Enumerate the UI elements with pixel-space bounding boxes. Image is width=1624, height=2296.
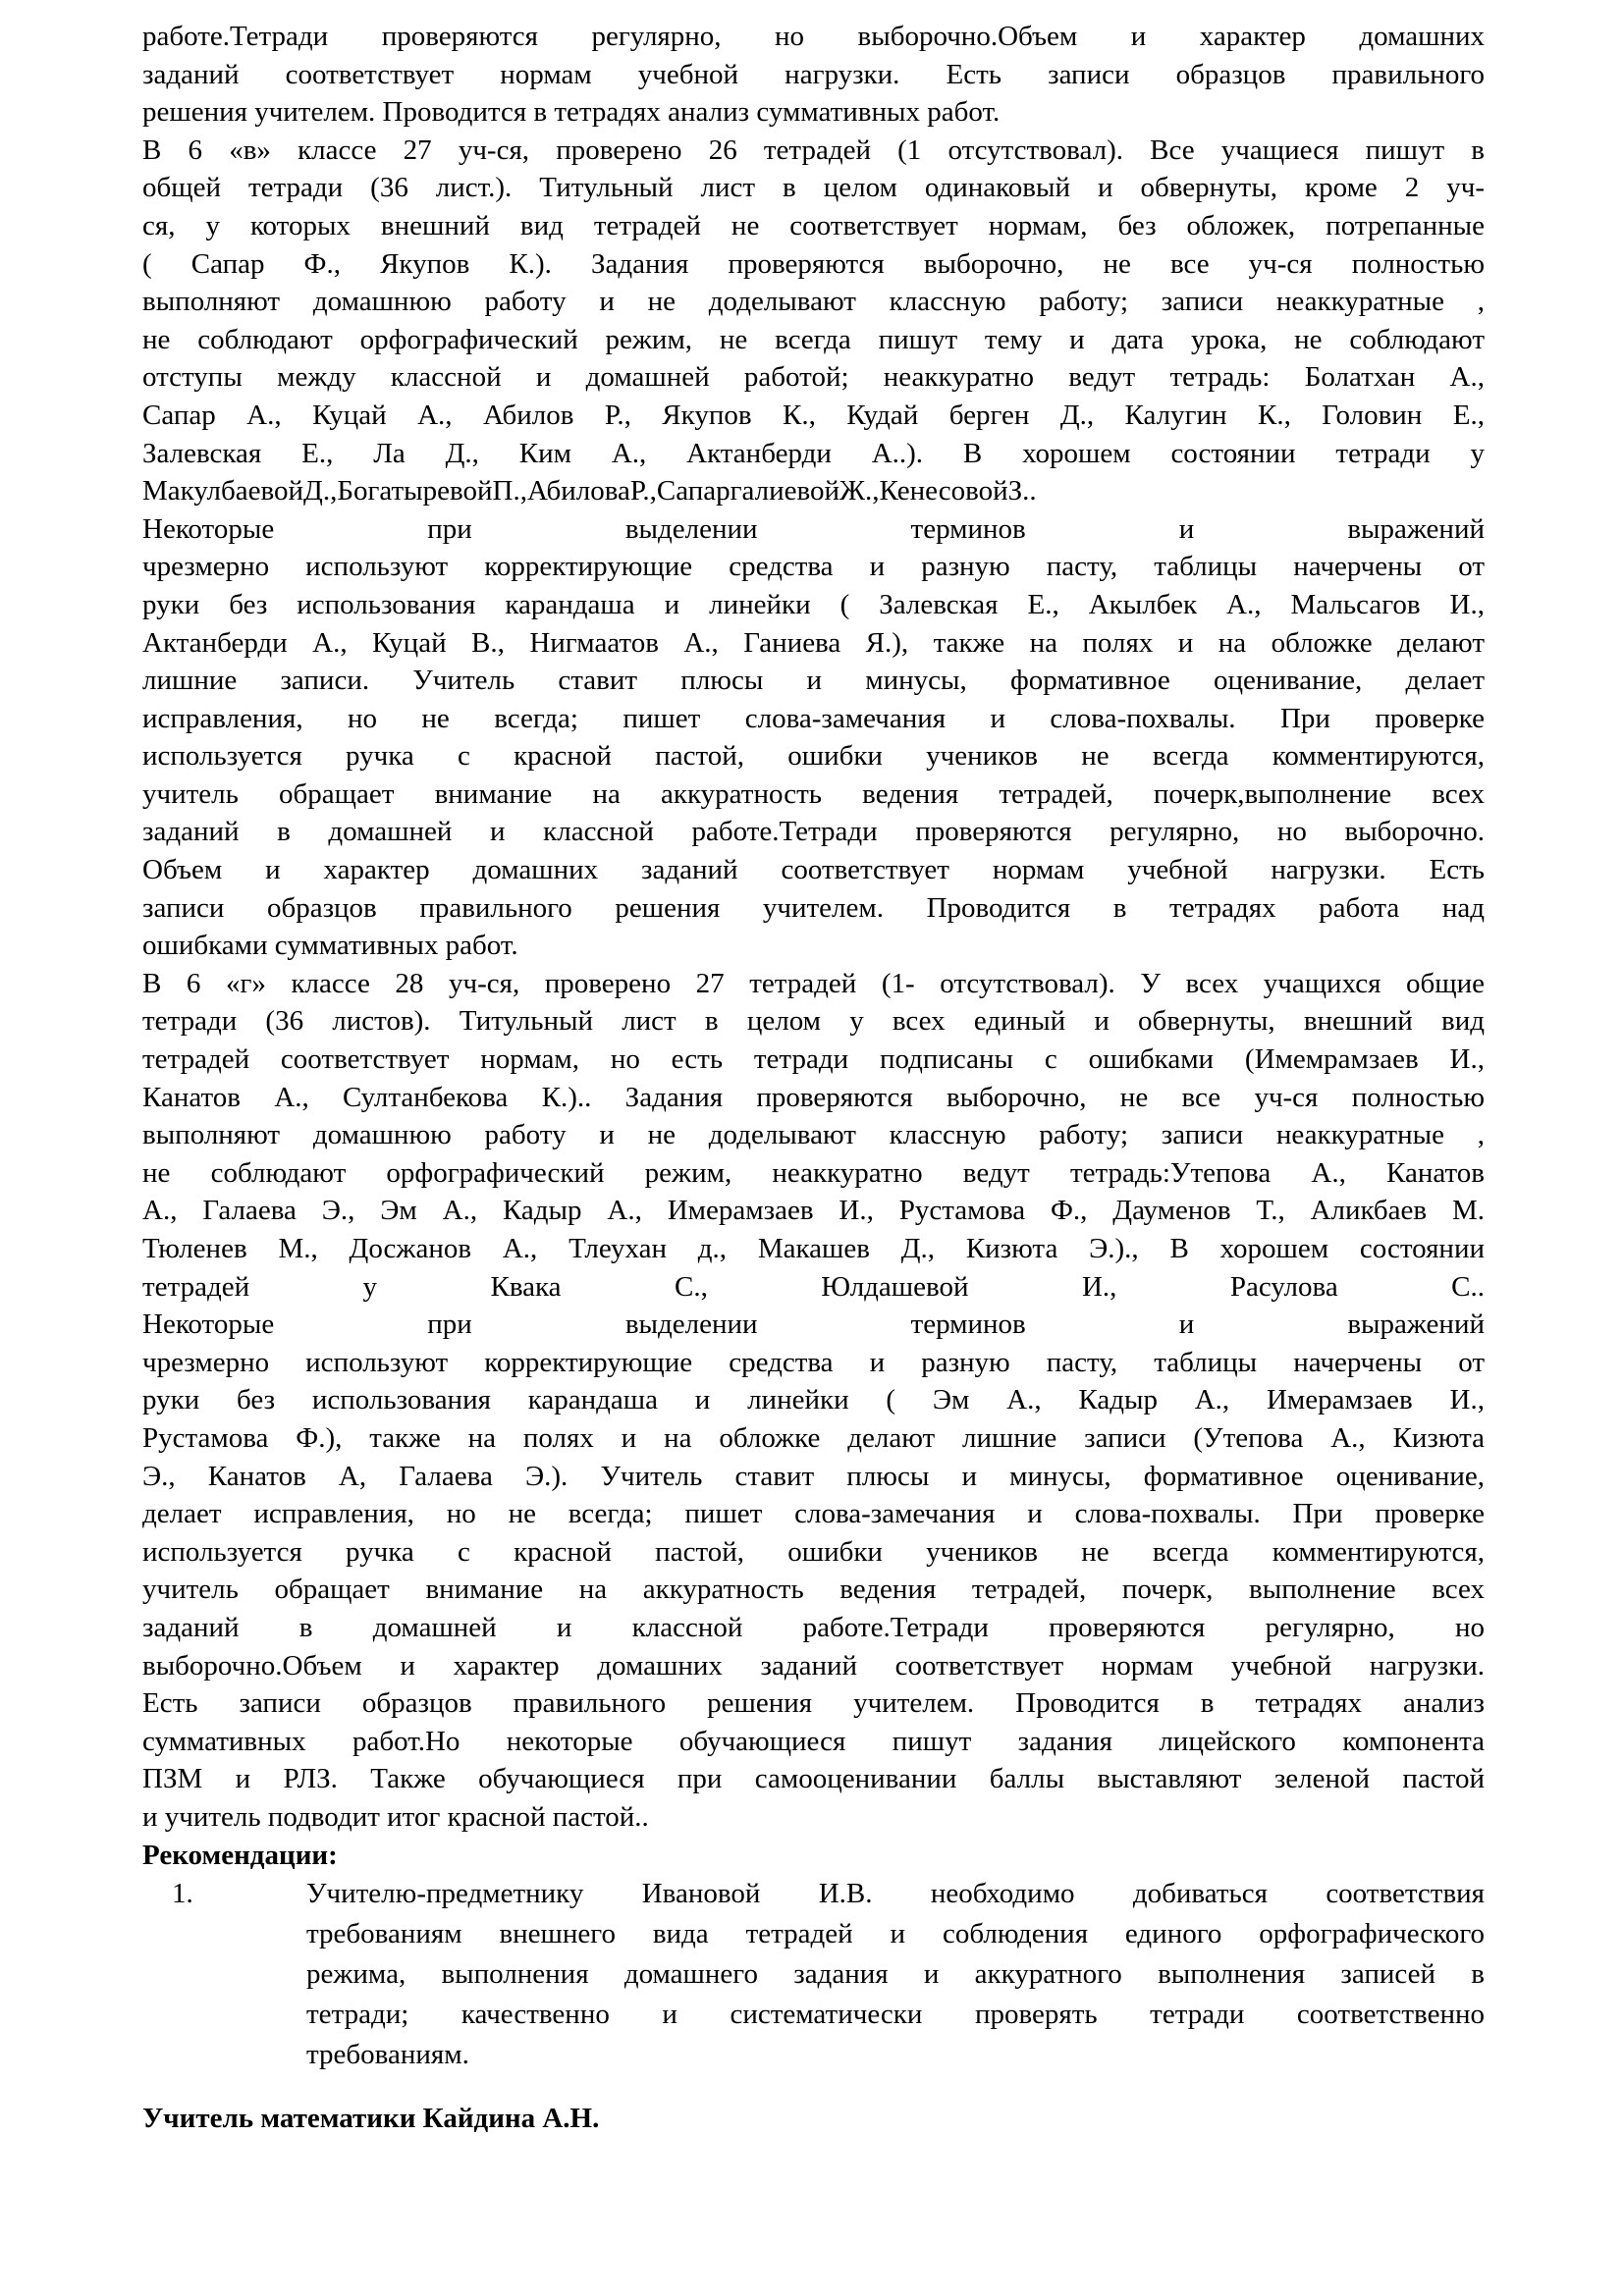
text-line: используется ручка с красной пастой, ошибки учеников не всегда комментируются, — [142, 740, 1485, 773]
text-line: записи образцов правильного решения учителем. Проводится в тетрадях работа над — [142, 891, 1485, 924]
text-line: руки без использования карандаша и линейки ( Залевская Е., Акылбек А., Мальсагов И., — [142, 588, 1485, 620]
text-line: тетрадей у Квака С., Юлдашевой И., Расулова С.. — [142, 1270, 1485, 1303]
text-line: режима, выполнения домашнего задания и аккуратного выполнения записей в — [306, 1958, 1485, 1991]
text-line: решения учителем. Проводится в тетрадях анализ суммативных работ. — [142, 96, 1001, 129]
document-body — [142, 18, 1485, 2139]
text-line: Учителю-предметнику Ивановой И.В. необходимо добиваться соответствия — [306, 1878, 1485, 1910]
text-line: общей тетради (36 лист.). Титульный лист в целом одинаковый и обвернуты, кроме 2 уч- — [142, 172, 1485, 204]
text-line: В 6 «в» классе 27 уч-ся, проверено 26 тетрадей (1 отсутствовал). Все учащиеся пишут в — [142, 133, 1485, 166]
text-line: Канатов А., Султанбекова К.).. Задания проверяются выборочно, не все уч-ся полностью — [142, 1081, 1485, 1113]
text-line: Рустамова Ф.), также на полях и на обложке делают лишние записи (Утепова А., Кизюта — [142, 1421, 1485, 1454]
text-line: выполняют домашнюю работу и не доделывают классную работу; записи неаккуратные , — [142, 1119, 1485, 1151]
list-number: 1. — [172, 1878, 193, 1910]
text-line: тетради; качественно и систематически проверять тетради соответственно — [306, 1999, 1485, 2031]
text-line: В 6 «г» классе 28 уч-ся, проверено 27 тетрадей (1- отсутствовал). У всех учащихся общие — [142, 967, 1485, 999]
body-paragraph-lines — [142, 18, 1485, 1837]
text-line: ся, у которых внешний вид тетрадей не соответствует нормам, без обложек, потрепанные — [142, 209, 1485, 241]
text-line: суммативных работ.Но некоторые обучающиеся пишут задания лицейского компонента — [142, 1725, 1485, 1757]
text-line: выполняют домашнюю работу и не доделывают классную работу; записи неаккуратные , — [142, 286, 1485, 318]
text-line: Тюленев М., Досжанов А., Тлеухан д., Макашев Д., Кизюта Э.)., В хорошем состоянии — [142, 1233, 1485, 1264]
text-line: Некоторые при выделении терминов и выражений — [142, 1308, 1485, 1341]
text-line: Объем и характер домашних заданий соответствует нормам учебной нагрузки. Есть — [142, 854, 1485, 886]
text-line: Некоторые при выделении терминов и выражений — [142, 512, 1485, 545]
text-line: учитель обращает внимание на аккуратность ведения тетрадей, почерк, выполнение всех — [142, 1574, 1485, 1606]
text-line: тетрадей соответствует нормам, но есть тетради подписаны с ошибками (Имемрамзаев И., — [142, 1043, 1485, 1076]
text-line: заданий в домашней и классной работе.Тетради проверяются регулярно, но — [142, 1611, 1485, 1643]
text-line: А., Галаева Э., Эм А., Кадыр А., Имерамзаев И., Рустамова Ф., Дауменов Т., Аликбаев М. — [142, 1195, 1485, 1227]
text-line: отступы между классной и домашней работой; неаккуратно ведут тетрадь: Болатхан А., — [142, 361, 1485, 394]
text-line: заданий соответствует нормам учебной нагрузки. Есть записи образцов правильного — [142, 58, 1485, 90]
signature-line: Учитель математики Кайдина А.Н. — [142, 2103, 600, 2135]
recommendation-item — [142, 1874, 1485, 2075]
text-line: Залевская Е., Ла Д., Ким А., Актанберди А..). В хорошем состоянии тетради у — [142, 437, 1485, 469]
text-line: чрезмерно используют корректирующие средства и разную пасту, таблицы начерчены от — [142, 551, 1485, 583]
recommendations-heading: Рекомендации: — [142, 1839, 338, 1871]
text-line: не соблюдают орфографический режим, не всегда пишут тему и дата урока, не соблюдают — [142, 323, 1485, 355]
text-line: ( Сапар Ф., Якупов К.). Задания проверяются выборочно, не все уч-ся полностью — [142, 247, 1485, 280]
text-line: Есть записи образцов правильного решения учителем. Проводится в тетрадях анализ — [142, 1687, 1485, 1720]
recommendation-lines — [306, 1874, 1485, 2075]
text-line: Сапар А., Куцай А., Абилов Р., Якупов К., Кудай берген Д., Калугин К., Головин Е., — [142, 399, 1485, 431]
text-line: руки без использования карандаша и линейки ( Эм А., Кадыр А., Имерамзаев И., — [142, 1384, 1485, 1416]
text-line: делает исправления, но не всегда; пишет слова-замечания и слова-похвалы. При проверке — [142, 1498, 1485, 1530]
text-line: ПЗМ и РЛЗ. Также обучающиеся при самооценивании баллы выставляют зеленой пастой — [142, 1763, 1485, 1795]
text-line: учитель обращает внимание на аккуратность ведения тетрадей, почерк,выполнение всех — [142, 777, 1485, 810]
text-line: чрезмерно используют корректирующие средства и разную пасту, таблицы начерчены от — [142, 1346, 1485, 1378]
text-line: требованиям внешнего вида тетрадей и соблюдения единого орфографического — [306, 1918, 1485, 1950]
text-line: тетради (36 листов). Титульный лист в целом у всех единый и обвернуты, внешний вид — [142, 1005, 1485, 1038]
text-line: Актанберди А., Куцай В., Нигмаатов А., Ганиева Я.), также на полях и на обложке делают — [142, 626, 1485, 659]
text-line: выборочно.Объем и характер домашних заданий соответствует нормам учебной нагрузки. — [142, 1649, 1485, 1682]
text-line: МакулбаевойД.,БогатыревойП.,АбиловаР.,СапаргалиевойЖ.,КенесовойЗ.. — [142, 475, 1037, 507]
text-line: и учитель подводит итог красной пастой.. — [142, 1800, 649, 1833]
text-line: работе.Тетради проверяются регулярно, но выборочно.Объем и характер домашних — [142, 21, 1485, 52]
text-line: ошибками суммативных работ. — [142, 930, 518, 962]
text-line: исправления, но не всегда; пишет слова-замечания и слова-похвалы. При проверке — [142, 702, 1485, 734]
text-line: лишние записи. Учитель ставит плюсы и минусы, формативное оценивание, делает — [142, 665, 1485, 697]
text-line: Э., Канатов А, Галаева Э.). Учитель ставит плюсы и минусы, формативное оценивание, — [142, 1460, 1485, 1492]
text-line: используется ручка с красной пастой, ошибки учеников не всегда комментируются, — [142, 1535, 1485, 1568]
text-line: заданий в домашней и классной работе.Тетради проверяются регулярно, но выборочно. — [142, 816, 1485, 848]
text-line: не соблюдают орфографический режим, неаккуратно ведут тетрадь:Утепова А., Канатов — [142, 1156, 1485, 1189]
text-line: требованиям. — [306, 2039, 469, 2071]
